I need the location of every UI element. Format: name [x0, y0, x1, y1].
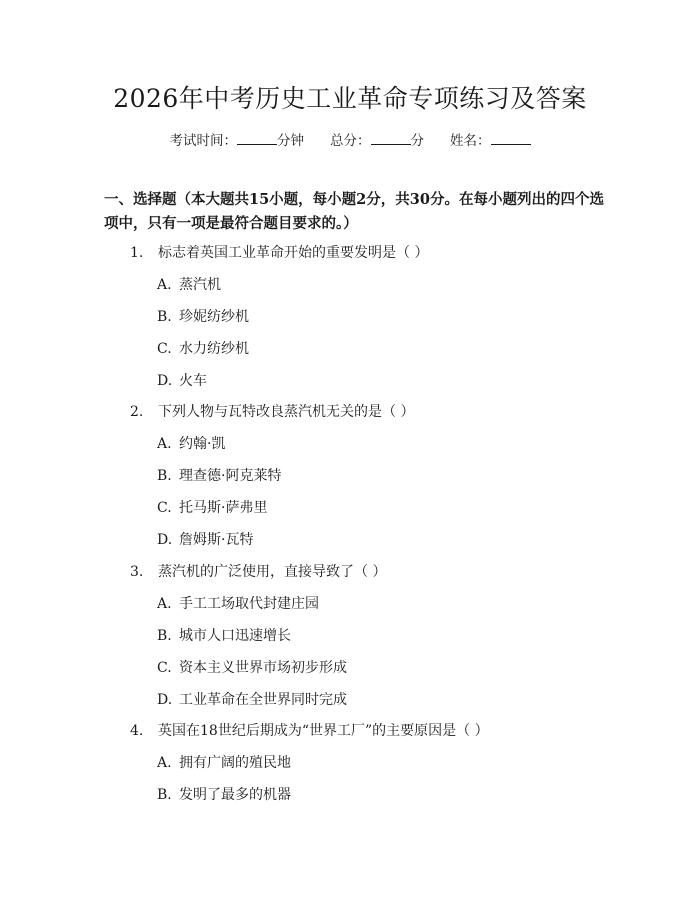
option-letter: A.	[157, 755, 172, 771]
option-text: 工业革命在全世界同时完成	[179, 692, 347, 708]
option-text: 约翰·凯	[179, 436, 226, 452]
option-item	[157, 530, 253, 550]
option-item	[157, 466, 281, 486]
name-label: 姓名：	[450, 133, 491, 149]
time-label: 考试时间：	[169, 133, 237, 149]
option-item	[157, 498, 267, 518]
time-unit: 分钟	[277, 133, 304, 149]
option-letter: B.	[157, 309, 172, 325]
option-item	[157, 434, 225, 454]
option-text: 城市人口迅速增长	[179, 628, 291, 644]
name-blank	[491, 130, 531, 145]
option-text: 珍妮纺纱机	[179, 309, 249, 325]
score-unit: 分	[410, 133, 424, 149]
option-item	[157, 339, 249, 359]
question-item	[130, 721, 489, 741]
score-blank	[371, 130, 411, 145]
question-number: 4.	[130, 723, 144, 739]
question-item	[130, 243, 428, 263]
question-text: 英国在18世纪后期成为“世界工厂”的主要原因是（ ）	[158, 723, 489, 739]
option-item	[157, 626, 291, 646]
option-text: 发明了最多的机器	[179, 787, 291, 803]
option-letter: D.	[157, 692, 173, 708]
option-text: 水力纺纱机	[179, 341, 249, 357]
question-text: 下列人物与瓦特改良蒸汽机无关的是（ ）	[158, 404, 415, 420]
option-text: 资本主义世界市场初步形成	[179, 660, 347, 676]
option-letter: C.	[157, 341, 172, 357]
question-number: 2.	[130, 404, 144, 420]
score-label: 总分：	[330, 133, 371, 149]
option-text: 理查德·阿克莱特	[179, 468, 282, 484]
option-letter: C.	[157, 660, 172, 676]
option-letter: D.	[157, 373, 173, 389]
option-letter: D.	[157, 532, 173, 548]
option-item	[157, 371, 207, 391]
option-text: 托马斯·萨弗里	[179, 500, 268, 516]
option-text: 蒸汽机	[179, 277, 221, 293]
question-text: 蒸汽机的广泛使用，直接导致了（ ）	[158, 564, 387, 580]
option-text: 手工工场取代封建庄园	[179, 596, 319, 612]
exam-info-line	[0, 130, 700, 151]
option-letter: C.	[157, 500, 172, 516]
question-number: 1.	[130, 245, 144, 261]
option-item	[157, 690, 347, 710]
option-item	[157, 785, 291, 805]
option-letter: B.	[157, 468, 172, 484]
question-text: 标志着英国工业革命开始的重要发明是（ ）	[158, 245, 429, 261]
option-text: 拥有广阔的殖民地	[179, 755, 291, 771]
document-title: 2026年中考历史工业革命专项练习及答案	[113, 84, 587, 113]
option-item	[157, 307, 249, 327]
question-item	[130, 402, 414, 422]
question-item	[130, 562, 386, 582]
option-letter: A.	[157, 277, 172, 293]
question-number: 3.	[130, 564, 144, 580]
option-text: 詹姆斯·瓦特	[179, 532, 254, 548]
option-item	[157, 658, 347, 678]
option-item	[157, 275, 221, 295]
option-item	[157, 594, 319, 614]
time-blank	[237, 130, 277, 145]
option-item	[157, 753, 291, 773]
section-heading: 一、选择题（本大题共15小题，每小题2分，共30分。在每小题列出的四个选项中，只有一项是最符合题目要求的。）	[104, 191, 604, 232]
option-letter: A.	[157, 596, 172, 612]
option-text: 火车	[179, 373, 207, 389]
option-letter: B.	[157, 787, 172, 803]
option-letter: A.	[157, 436, 172, 452]
option-letter: B.	[157, 628, 172, 644]
